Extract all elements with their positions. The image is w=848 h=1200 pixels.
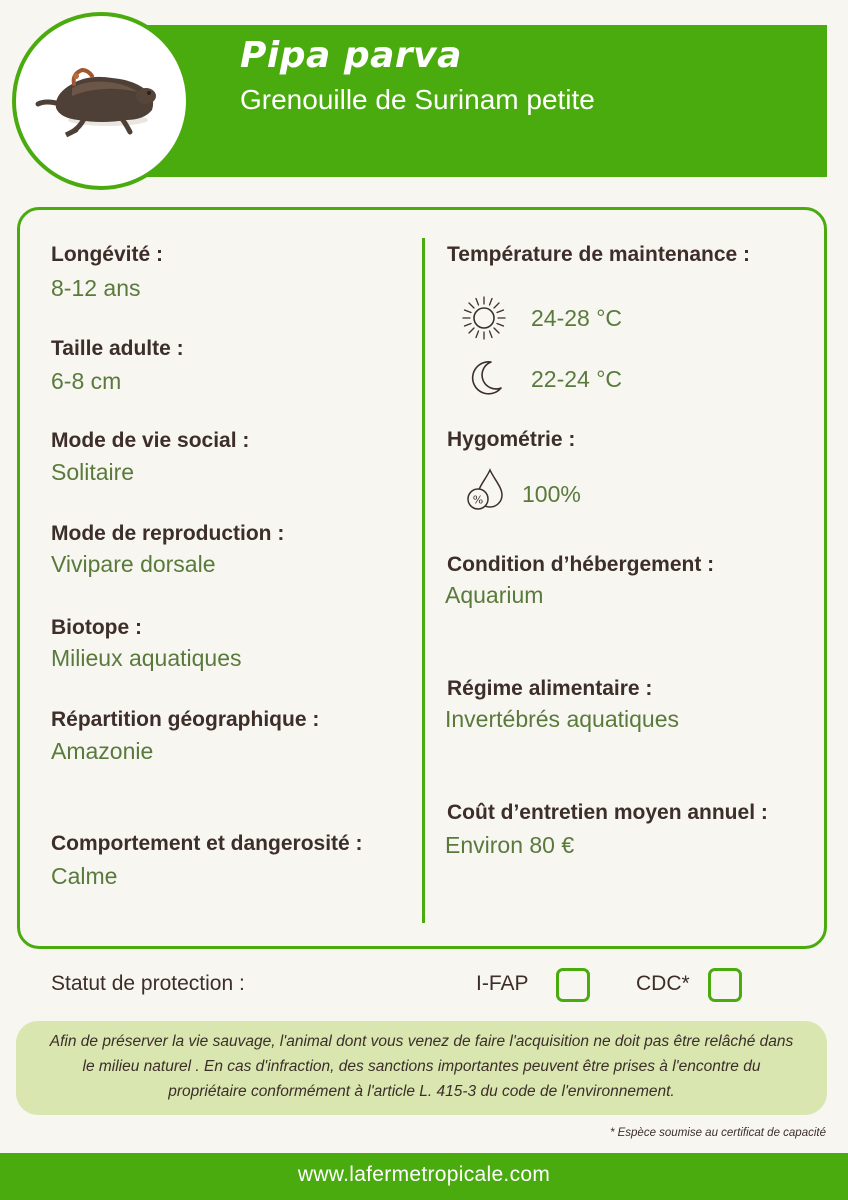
reproduction-label: Mode de reproduction : [51,522,285,545]
frog-image [16,16,186,186]
behavior-value: Calme [51,863,118,889]
distribution-value: Amazonie [51,738,154,764]
sun-icon [460,294,508,342]
temperature-day-value: 24-28 °C [531,305,623,331]
behavior-label: Comportement et dangerosité : [51,832,363,855]
social-mode-value: Solitaire [51,459,135,485]
legal-notice: Afin de préserver la vie sauvage, l'animal dont vous venez de faire l'acquisition ne doit pas être relâché dans le milieu naturel . En cas d'infraction, des sanctions importantes peuvent être prises à l'encontre du propriétaire conformément à l'article L. 415-3 du code de l'environnement. [16,1021,827,1115]
biotope-label: Biotope : [51,616,142,639]
cost-label: Coût d’entretien moyen annuel : [447,801,768,824]
protection-status-label: Statut de protection : [51,972,245,995]
ifap-label: I-FAP [476,972,529,995]
biotope-value: Milieux aquatiques [51,645,242,671]
frog-photo [12,12,190,190]
longevity-label: Longévité : [51,243,164,266]
adult-size-value: 6-8 cm [51,368,122,394]
reproduction-value: Vivipare dorsale [51,551,216,577]
distribution-label: Répartition géographique : [51,708,320,731]
diet-value: Invertébrés aquatiques [445,706,679,732]
humidity-value: 100% [522,481,581,507]
adult-size-label: Taille adulte : [51,337,184,360]
footnote: * Espèce soumise au certificat de capacité [609,1127,826,1139]
moon-icon [466,358,506,398]
temperature-night-value: 22-24 °C [531,366,623,392]
housing-value: Aquarium [445,582,544,608]
ifap-checkbox[interactable] [556,968,590,1002]
humidity-label: Hygométrie : [447,428,576,451]
column-divider [422,238,425,923]
cdc-checkbox[interactable] [708,968,742,1002]
common-name: Grenouille de Surinam petite [240,84,595,115]
cost-value: Environ 80 € [445,832,575,858]
diet-label: Régime alimentaire : [447,677,653,700]
social-mode-label: Mode de vie social : [51,429,250,452]
longevity-value: 8-12 ans [51,275,141,301]
svg-text:%: % [472,493,484,507]
water-drop-percent-icon [464,467,508,515]
temperature-label: Température de maintenance : [447,243,751,266]
cdc-label: CDC* [636,972,690,995]
website-link[interactable]: www.lafermetropicale.com [297,1163,551,1186]
scientific-name: Pipa parva [240,35,462,76]
housing-label: Condition d’hébergement : [447,553,715,576]
